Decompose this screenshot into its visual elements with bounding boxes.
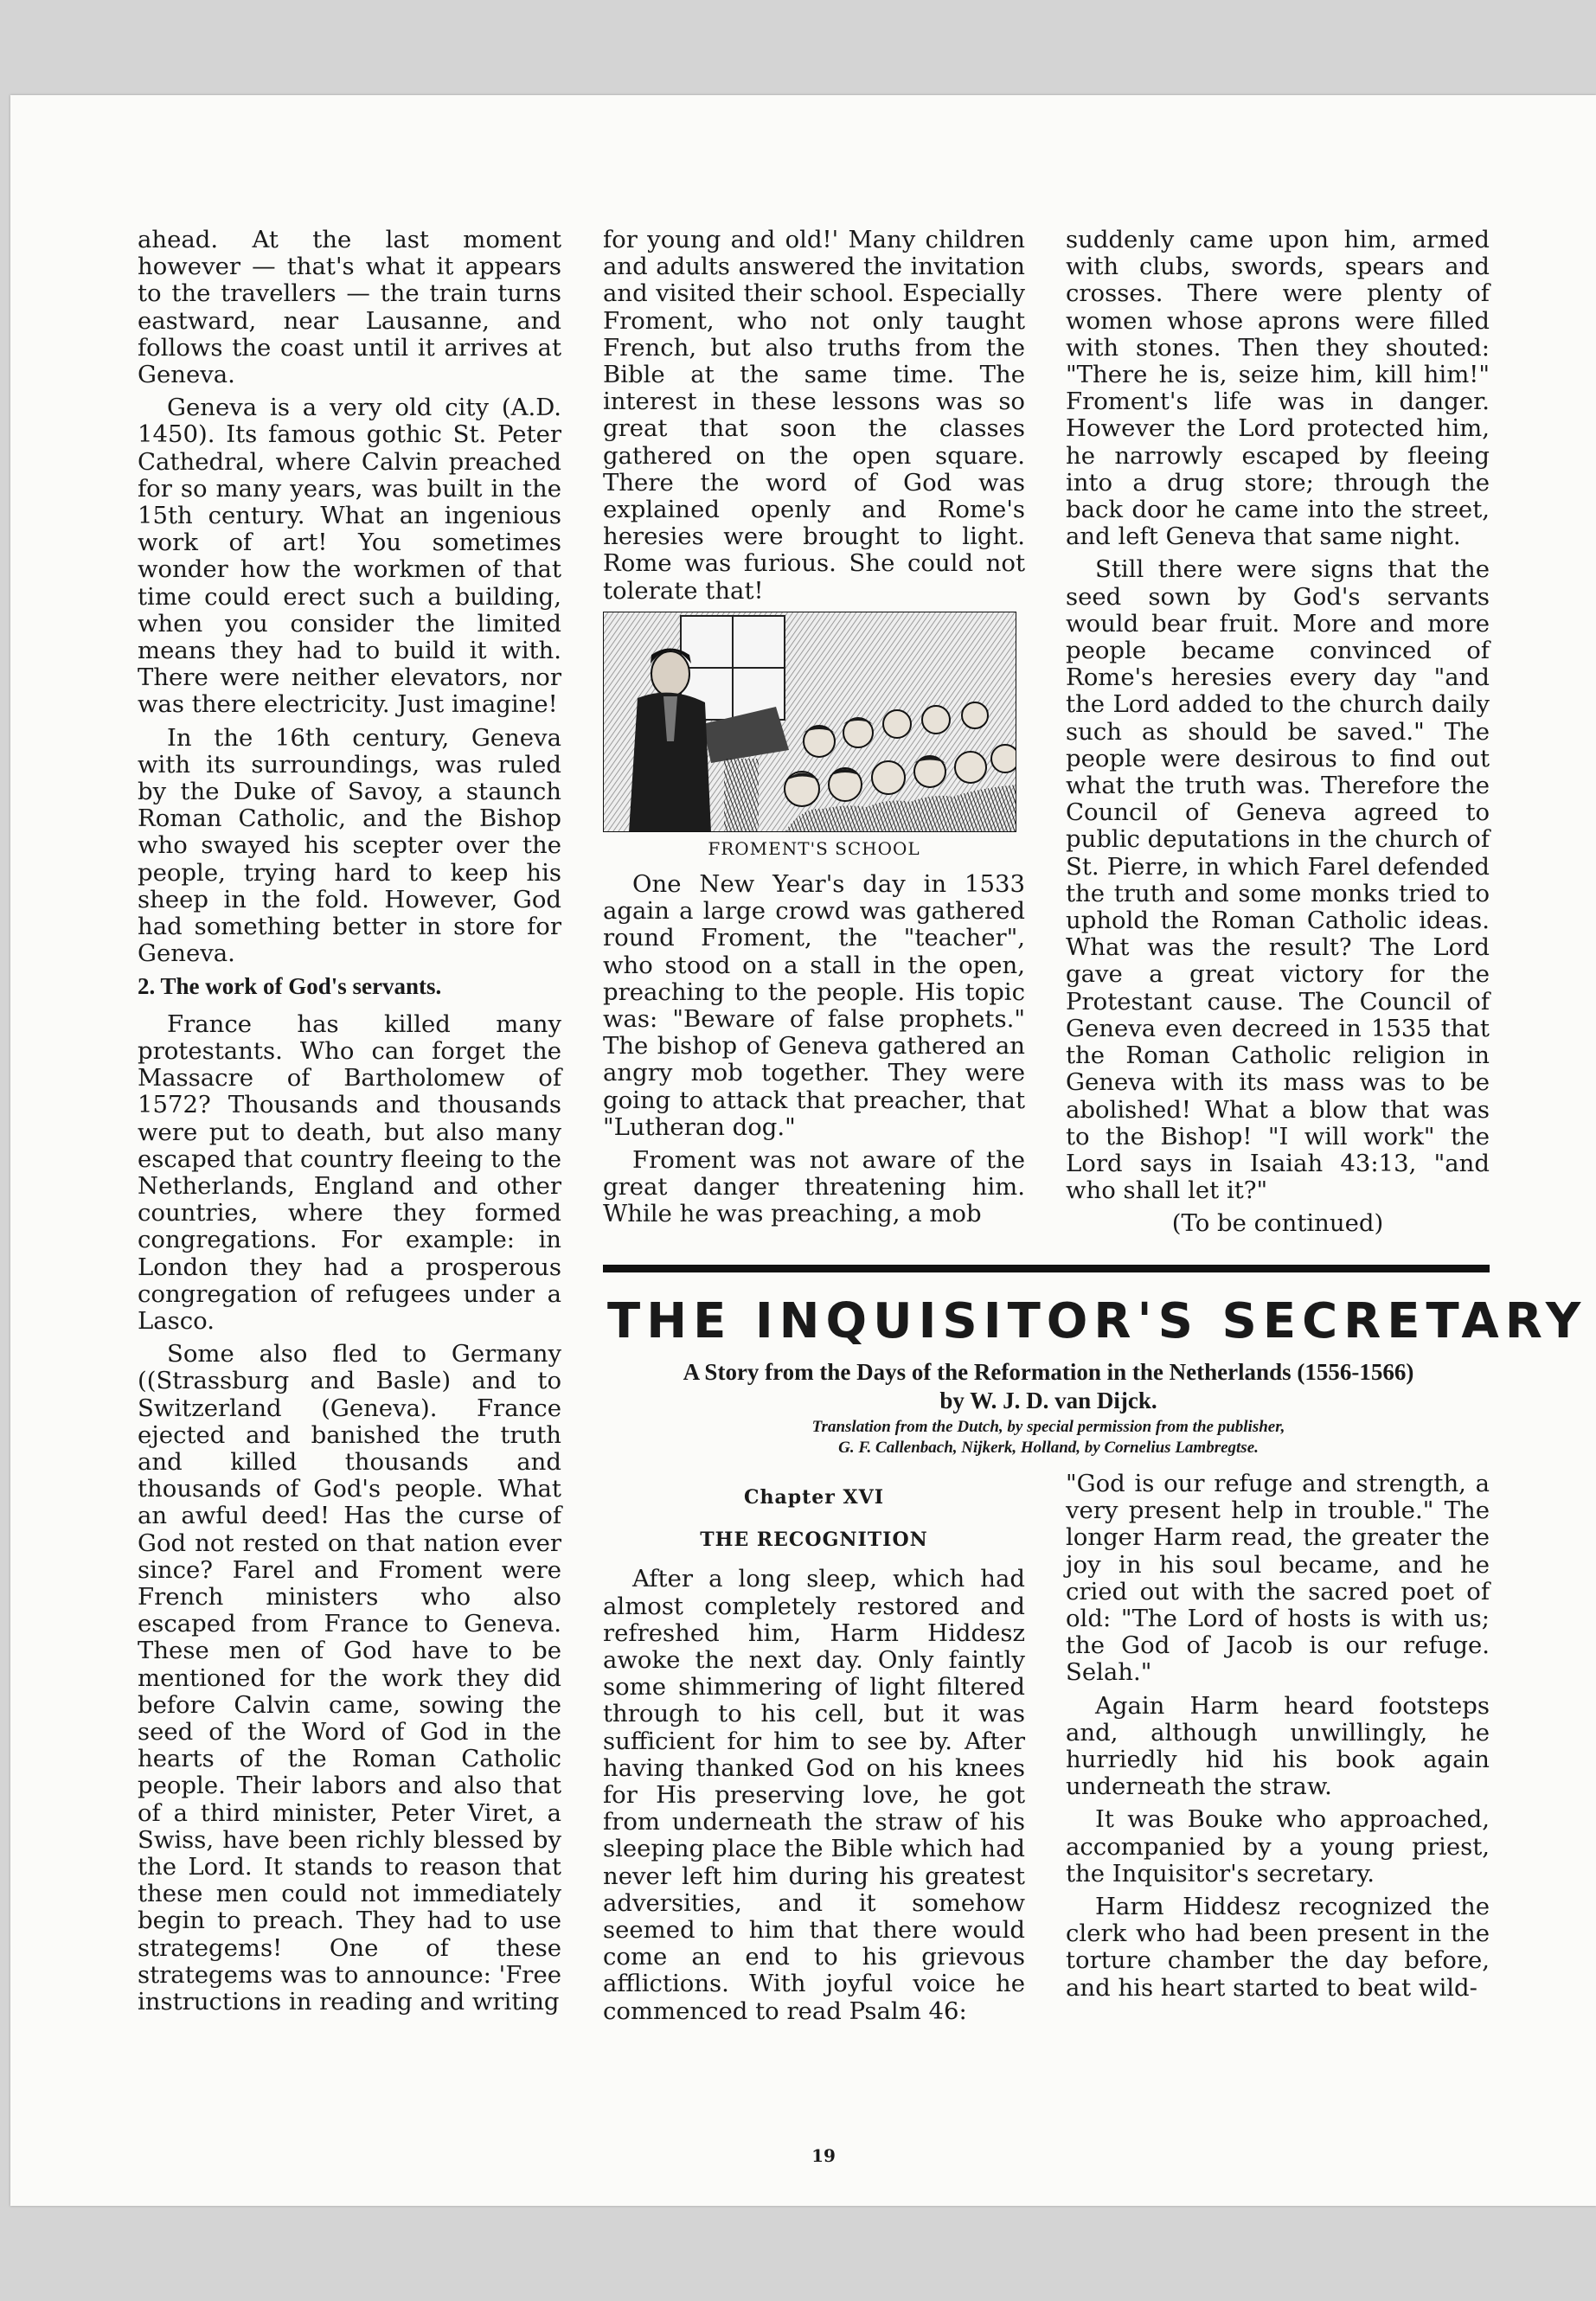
paragraph: One New Year's day in 1533 again a large crowd was gathered round Froment, the "teacher", who stood on a stall in the open, preaching to the people. His topic was: "Beware of false prophets." The bishop of Geneva gathered an angry mob together. They were going to attack that preacher, that "Lutheran dog." <box>603 870 1025 1141</box>
paragraph: for young and old!' Many children and adults answered the invitation and visited their school. Especially Froment, who not only taught French, but also truths from the Bible at the same time. The interest in these lessons was so great that soon the classes gathered on the open square. There the word of God was explained openly and Rome's heresies were brought to light. Rome was furious. She could not tolerate that! <box>603 226 1025 605</box>
to-be-continued-note: (To be continued) <box>1171 1209 1384 1238</box>
paragraph: France has killed many protestants. Who can forget the Massacre of Bartholomew of 1572? Thousands and thousands were put to death, but also many escaped that country fleeing to the Netherlands, England and other countries, where they formed congregations. For example: in London they had a prosperous congregation of refugees under a Lasco. <box>138 1009 561 1335</box>
paragraph: It was Bouke who approached, accompanied by a young priest, the Inquisitor's secretary. <box>1066 1805 1490 1888</box>
paragraph: Geneva is a very old city (A.D. 1450). Its famous gothic St. Peter Cathedral, where Calvin preached for so many years, was built in the 15th century. What an ingenious work of art! You sometimes wonder how the workmen of that time could erect such a building, when you consider the limited means they had to build it with. There were neither elevators, nor was there electricity. Just imagine! <box>138 394 561 719</box>
section-heading: 2. The work of God's servants. <box>138 973 442 1000</box>
page-number: 19 <box>811 2145 836 2166</box>
story-title: THE INQUISITOR'S SECRETARY <box>607 1293 1587 1349</box>
paragraph: Still there were signs that the seed sown by God's servants would bear fruit. More and more people became convinced of Rome's heresies every day "and the Lord added to the church daily such as should be saved." The people were desirous to find out what the truth was. Therefore the Council of Geneva agreed to public deputations in the church of St. Pierre, in which Farel defended the truth and some monks tried to uphold the Roman Catholic ideas. What was the result? The Lord gave a great victory for the Protestant cause. The Council of Geneva even decreed in 1535 that the Roman Catholic religion in Geneva with its mass was to be abolished! What a blow that was to the Bishop! "I will work" the Lord says in Isaiah 43:13, "and who shall let it?" <box>1066 555 1490 1205</box>
article-column-2 <box>603 227 1025 1234</box>
translation-line: Translation from the Dutch, by special permission from the publisher, <box>811 1418 1285 1436</box>
paragraph: Froment was not aware of the great danger threatening him. While he was preaching, a mob <box>603 1146 1025 1228</box>
article-column-1 <box>138 227 561 2022</box>
paragraph: "God is our refuge and strength, a very present help in trouble." The longer Harm read, the greater the joy in his soul became, and he cried out with the sacred poet of old: "The Lord of hosts is with us; the God of Jacob is our refuge. Selah." <box>1066 1470 1490 1687</box>
magazine-page <box>10 95 1596 2206</box>
paragraph: In the 16th century, Geneva with its surroundings, was ruled by the Duke of Savoy, a staunch Roman Catholic, and the Bishop who swayed his scepter over the people, trying hard to keep his sheep in the fold. However, God had something better in store for Geneva. <box>138 723 561 968</box>
paragraph: After a long sleep, which had almost completely restored and refreshed him, Harm Hiddesz awoke the next day. Only faintly some shimmering of light filtered through to his cell, but it was sufficient for him to see by. After having thanked God on his knees for His preserving love, he got from underneath the straw of his sleeping place the Bible which had never left him during his greatest adversities, and it somehow seemed to him that there would come an end to his grievous afflictions. With joyful voice he commenced to read Psalm 46: <box>603 1565 1025 2025</box>
paragraph: ahead. At the last moment however — that's what it appears to the travellers — the train turns eastward, near Lausanne, and follows the coast until it arrives at Geneva. <box>138 226 561 389</box>
paragraph: Harm Hiddesz recognized the clerk who had been present in the torture chamber the day before, and his heart started to beat wild- <box>1066 1893 1490 2002</box>
figure-caption: FROMENT'S SCHOOL <box>708 837 920 859</box>
translation-credit <box>607 1417 1490 1458</box>
story-subtitle <box>607 1358 1490 1415</box>
section-divider-rule <box>603 1265 1490 1272</box>
chapter-number: Chapter XVI <box>744 1486 884 1509</box>
engraving-image <box>603 612 1016 832</box>
froments-school-illustration <box>603 612 1025 862</box>
paragraph: Some also fled to Germany ((Strassburg and Basle) and to Switzerland (Geneva). France ejected and banished the truth and killed thousands and thousands of God's people. What an awful deed! Has the curse of God not rested on that nation ever since? Farel and Froment were French ministers who also escaped from France to Geneva. These men of God have to be mentioned for the work they did before Calvin came, sowing the seed of the Word of God in the hearts of the Roman Catholic people. Their labors and also that of a third minister, Peter Viret, a Swiss, have been richly blessed by the Lord. It stands to reason that these men could not immediately begin to preach. They had to use strategems! One of these strategems was to announce: 'Free instructions in reading and writing <box>138 1340 561 2016</box>
author-line: by W. J. D. van Dijck. <box>939 1388 1157 1413</box>
story-column-left <box>603 1477 1025 2031</box>
paragraph: suddenly came upon him, armed with clubs, swords, spears and crosses. There were plenty of women whose aprons were filled with stones. Then they shouted: "There he is, seize him, kill him!" Froment's life was in danger. However the Lord protected him, he narrowly escaped by fleeing into a drug store; through the back door he came into the street, and left Geneva that same night. <box>1066 226 1490 551</box>
story-column-right <box>1066 1471 1490 2008</box>
paragraph: Again Harm heard footsteps and, although unwillingly, he hurriedly hid his book again underneath the straw. <box>1066 1691 1490 1801</box>
translation-line: G. F. Callenbach, Nijkerk, Holland, by Cornelius Lambregtse. <box>838 1439 1259 1457</box>
article-column-3 <box>1066 227 1490 1244</box>
subtitle-line: A Story from the Days of the Reformation in the Netherlands (1556-1566) <box>683 1359 1414 1385</box>
chapter-title: THE RECOGNITION <box>700 1529 928 1552</box>
